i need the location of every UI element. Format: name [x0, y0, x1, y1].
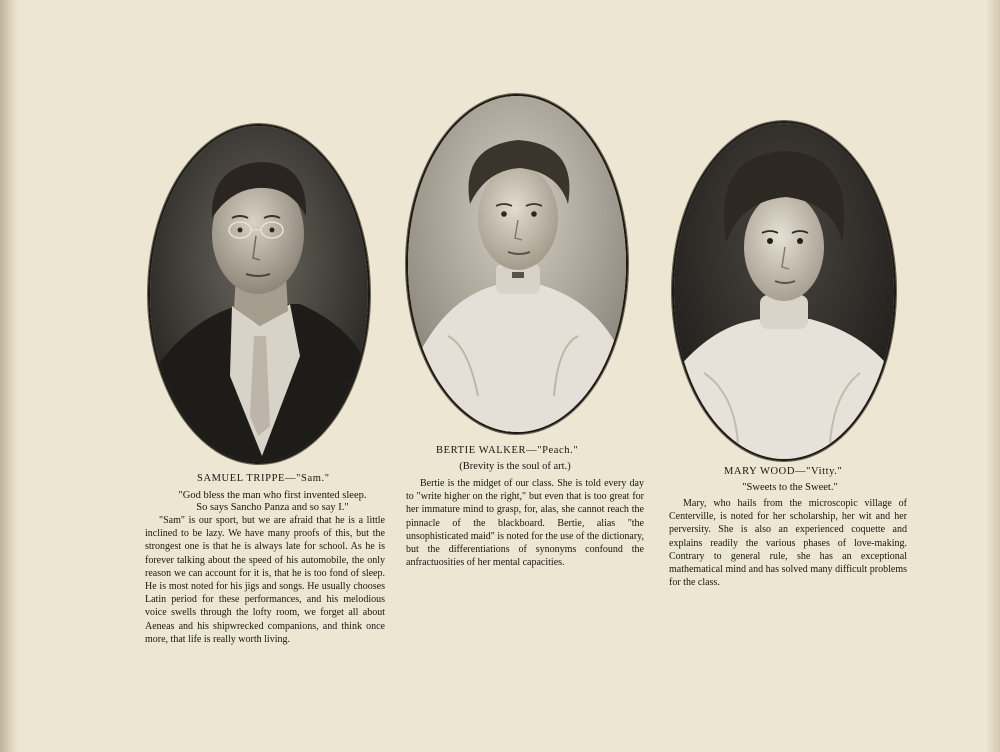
page-gutter-shadow: [0, 0, 18, 752]
student-bio-mary-wood: [669, 497, 907, 589]
motto-line: (Brevity is the soul of art.): [459, 461, 571, 472]
motto-line: "God bless the man who first invented sleep.: [178, 490, 367, 501]
portrait-bertie-walker: [406, 94, 628, 434]
bio-text: Mary, who hails from the microscopic village of Centerville, is noted for her scholarship, her wit and her perversity. She is also an experienced coquette and explains readily the various phases of love-making. Contrary to general rule, she has an exceptional mathematical mind and has solved many difficult problems for the class.: [669, 498, 907, 589]
motto-line: So says Sancho Panza and so say I.": [196, 502, 349, 513]
bio-text: "Sam" is our sport, but we are afraid that he is a little inclined to be lazy. We have many proofs of this, but the strongest one is that he is always late for school. As he is forever talking about the speed of his automobile, the only reason we can account for it is, that he is too fond of sleep. He is most noted for his jigs and songs. He usually chooses Latin period for these performances, and his melodious voice swells through the lofty room, we forget all about Aeneas and his shipwrecked companions, and think once more, that life is really worth living.: [145, 515, 385, 645]
student-name-bertie-walker: BERTIE WALKER—"Peach.": [436, 445, 579, 456]
student-bio-bertie-walker: [406, 477, 644, 569]
bio-text: Bertie is the midget of our class. She is told every day to "write higher on the right," but even that is too great for her immature mind to grasp, for, alas, she cannot reach the pinnacle of the blackboard. Bertie, alias "the unsophisticated maid" is noted for the use of the dictionary, but the differentiations of synonyms confound the anfractuosities of her mental capacities.: [406, 478, 644, 569]
student-bio-samuel-trippe: [145, 514, 385, 646]
student-motto-mary-wood: [680, 482, 900, 494]
page-edge: [986, 0, 1000, 752]
student-motto-samuel-trippe: [150, 490, 395, 514]
motto-line: "Sweets to the Sweet.": [742, 482, 838, 493]
student-name-samuel-trippe: SAMUEL TRIPPE—"Sam.": [197, 473, 330, 484]
portrait-mary-wood: [672, 121, 896, 461]
student-motto-bertie-walker: [400, 461, 630, 473]
portrait-samuel-trippe: [148, 124, 370, 464]
student-name-mary-wood: MARY WOOD—"Vitty.": [724, 466, 843, 477]
